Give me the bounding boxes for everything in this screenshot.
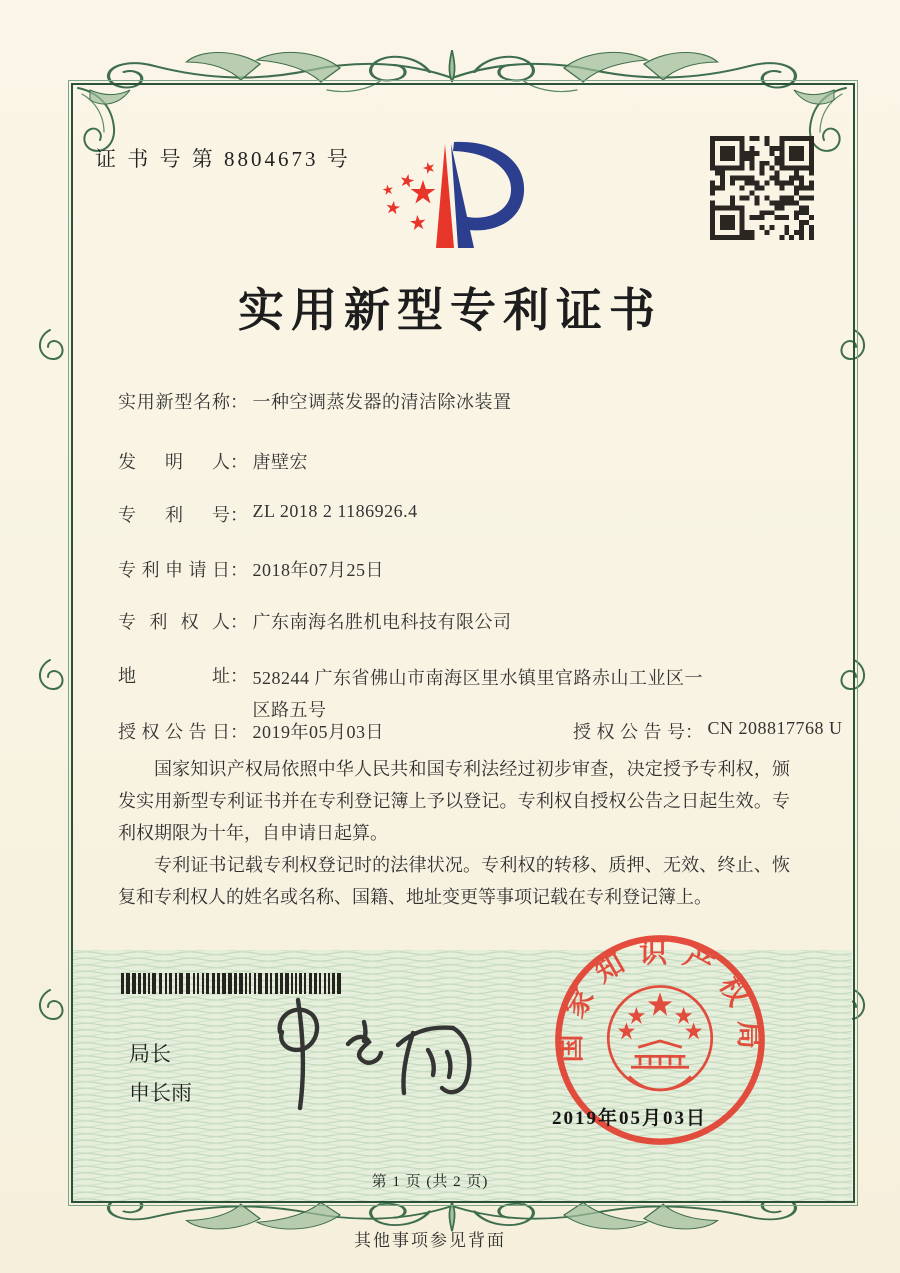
field-label: 专利权人 — [118, 612, 230, 632]
field-colon: ： — [685, 722, 703, 742]
field-value: 唐壁宏 — [252, 452, 308, 472]
field-inventor — [118, 448, 308, 474]
field-label: 实用新型名称 — [118, 392, 230, 412]
field-colon: ： — [230, 666, 248, 686]
legal-paragraph-2: 专利证书记载专利权登记时的法律状况。专利权的转移、质押、无效、终止、恢复和专利权人的姓名或名称、国籍、地址变更等事项记载在专利登记簿上。 — [118, 855, 790, 908]
officer-name: 申长雨 — [129, 1081, 192, 1105]
signature-icon — [252, 992, 487, 1112]
address-line-1: 528244 广东省佛山市南海区里水镇里官路赤山工业区一 — [252, 668, 703, 688]
qr-code-icon — [710, 136, 814, 240]
field-label: 专利号 — [118, 505, 230, 525]
seal-ring-text: 国家知识产权局 — [556, 937, 764, 1063]
field-filing-date — [118, 556, 384, 582]
legal-paragraph-1: 国家知识产权局依照中华人民共和国专利法经过初步审查，决定授予专利权，颁发实用新型专利证书并在专利登记簿上予以登记。专利权自授权公告之日起生效。专利权期限为十年，自申请日起算。 — [118, 759, 790, 844]
page-number: 第 1 页 (共 2 页) — [371, 1174, 489, 1190]
field-value: 广东南海名胜机电科技有限公司 — [252, 612, 512, 632]
field-colon: ： — [230, 452, 248, 472]
field-label: 授权公告日 — [118, 722, 230, 742]
field-value: 2019年05月03日 — [252, 722, 384, 742]
field-label: 专利申请日 — [118, 560, 230, 580]
officer-title: 局长 — [129, 1043, 171, 1066]
certificate-title: 实用新型专利证书 — [238, 285, 662, 336]
field-value: 2018年07月25日 — [252, 560, 384, 580]
field-grant-number — [573, 718, 843, 744]
legal-text — [118, 753, 790, 913]
field-colon: ： — [230, 612, 248, 632]
field-value: CN 208817768 U — [707, 718, 843, 738]
field-patent-number — [118, 501, 418, 527]
barcode — [121, 973, 347, 994]
field-patentee — [118, 608, 512, 634]
field-value: ZL 2018 2 1186926.4 — [252, 501, 418, 521]
certificate-number: 证 书 号 第 8804673 号 — [95, 147, 351, 171]
cnipa-logo-icon — [366, 138, 548, 258]
field-colon: ： — [230, 722, 248, 742]
field-colon: ： — [230, 560, 248, 580]
field-label: 地址 — [118, 666, 230, 686]
field-utility-model-name — [118, 388, 512, 414]
address-line-2: 区路五号 — [252, 700, 327, 721]
field-colon: ： — [230, 505, 248, 525]
field-grant-row — [118, 718, 843, 744]
field-label: 授权公告号 — [573, 722, 685, 742]
field-label: 发明人 — [118, 452, 230, 472]
back-note: 其他事项参见背面 — [354, 1231, 506, 1250]
field-colon: ： — [230, 392, 248, 412]
seal-date: 2019年05月03日 — [552, 1108, 708, 1129]
officer-block — [129, 1036, 192, 1114]
field-value: 一种空调蒸发器的清洁除冰装置 — [252, 392, 512, 412]
